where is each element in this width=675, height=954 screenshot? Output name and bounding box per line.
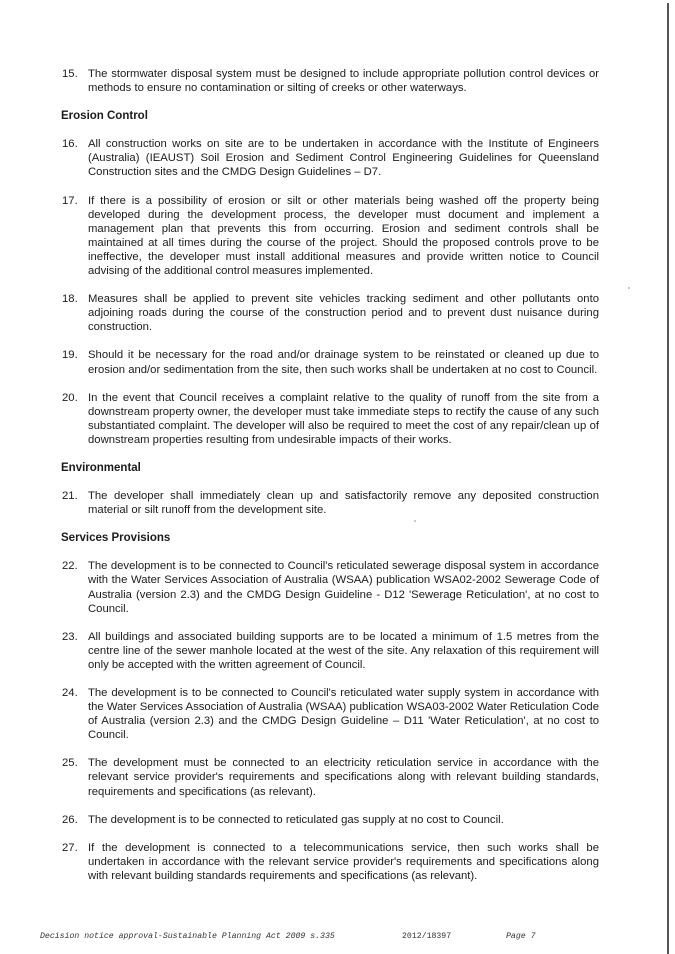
condition-item [62, 630, 599, 672]
condition-item [62, 137, 599, 179]
footer-reference-number: 2012/18397 [402, 932, 452, 941]
condition-item [62, 559, 599, 615]
condition-number: 17. [62, 194, 78, 207]
condition-number: 23. [62, 630, 78, 643]
condition-item [62, 686, 599, 742]
condition-number: 22. [62, 560, 78, 573]
condition-item [62, 67, 599, 95]
condition-item [62, 292, 599, 334]
condition-text: The developer shall immediately clean up and satisfactorily remove any deposited construction material or silt runoff from the development site. [88, 490, 599, 517]
condition-text: The development is to be connected to Council's reticulated water supply system in accordance with the Water Services Association of Australia (WSAA) publication WSA03-2002 Water Reticulation Code of Australia (version 2.3) and the CMDG Design Guideline – D11 'Water Reticulation', at no cost to Council. [88, 687, 599, 742]
condition-text: The development must be connected to an electricity reticulation service in accordance with the relevant service provider's requirements and specifications along with relevant building standards, requirements and specifications (as relevant). [88, 757, 599, 798]
condition-item [62, 841, 599, 883]
condition-text: All construction works on site are to be undertaken in accordance with the Institute of Engineers (Australia) (IEAUST) Soil Erosion and Sediment Control Engineering Guidelines for Queensland Construction sites and the CMDG Design Guidelines – D7. [88, 138, 599, 179]
condition-text: If there is a possibility of erosion or silt or other materials being washed off the property being developed during the development process, the developer must document and implement a management plan that prevents this from occurring. Erosion and sediment controls shall be maintained at all times during the course of the project. Should the proposed controls prove to be ineffective, the developer must install additional measures and provide written notice to Council advising of the additional control measures implemented. [88, 194, 599, 278]
condition-item [62, 813, 599, 827]
scan-speck [628, 287, 630, 289]
condition-number: 27. [62, 841, 78, 854]
page-edge-line [667, 3, 669, 954]
section-heading-environmental: Environmental [61, 461, 141, 474]
section-heading-services-provisions: Services Provisions [61, 532, 171, 545]
condition-number: 19. [62, 349, 78, 362]
condition-number: 16. [62, 138, 78, 151]
condition-item [62, 391, 599, 447]
condition-text: If the development is connected to a telecommunications service, then such works shall be undertaken in accordance with the relevant service provider's requirements and specifications along with relevant building standards requirements and specifications (as relevant). [88, 841, 599, 882]
condition-number: 25. [62, 757, 78, 770]
condition-number: 26. [62, 813, 78, 826]
document-body [62, 67, 599, 897]
condition-item [62, 194, 599, 279]
condition-text: The development is to be connected to reticulated gas supply at no cost to Council. [88, 813, 504, 826]
condition-text: The stormwater disposal system must be designed to include appropriate pollution control devices or methods to ensure no contamination or silting of creeks or other waterways. [88, 68, 599, 95]
footer-document-title: Decision notice approval-Sustainable Planning Act 2009 s.335 [40, 932, 335, 941]
footer-page-number: Page 7 [506, 932, 536, 941]
condition-number: 20. [62, 391, 78, 404]
condition-item [62, 756, 599, 798]
condition-number: 24. [62, 687, 78, 699]
condition-text: In the event that Council receives a complaint relative to the quality of runoff from the site from a downstream property owner, the developer must take immediate steps to rectify the cause of any such substantiated complaint. The developer will also be required to meet the cost of any repair/clean up of downstream properties resulting from undesirable impacts of their works. [88, 391, 599, 446]
condition-number: 18. [62, 293, 78, 306]
condition-item [62, 348, 599, 376]
section-heading-erosion-control: Erosion Control [61, 110, 148, 123]
condition-number: 15. [62, 68, 78, 80]
condition-text: Should it be necessary for the road and/or drainage system to be reinstated or cleaned up due to erosion and/or sedimentation from the site, then such works shall be undertaken at no cost to Council. [88, 349, 599, 376]
condition-number: 21. [62, 490, 78, 503]
condition-item [62, 489, 599, 517]
condition-text: The development is to be connected to Council's reticulated sewerage disposal system in accordance with the Water Services Association of Australia (WSAA) publication WSA02-2002 Sewerage Code of Australia (version 2.3) and the CMDG Design Guideline - D12 'Sewerage Reticulation', at no cost to Council. [88, 560, 599, 615]
condition-text: Measures shall be applied to prevent site vehicles tracking sediment and other pollutants onto adjoining roads during the course of the construction period and to prevent dust nuisance during construction. [88, 293, 599, 334]
condition-text: All buildings and associated building supports are to be located a minimum of 1.5 metres from the centre line of the sewer manhole located at the west of the site. Any relaxation of this requirement will only be accepted with the written agreement of Council. [88, 630, 599, 671]
